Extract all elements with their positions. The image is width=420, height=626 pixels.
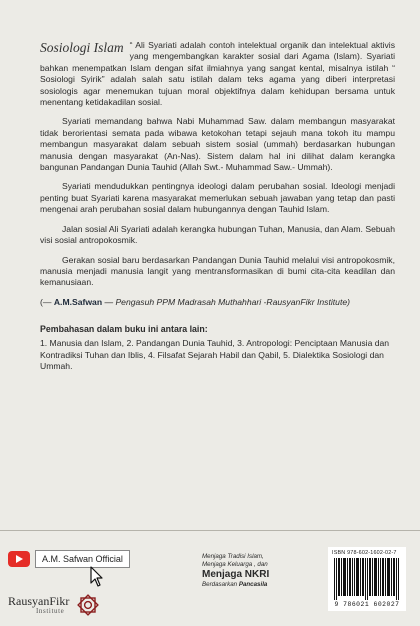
- publisher-emblem-icon: [75, 592, 101, 618]
- slogan-line-4: [202, 581, 310, 589]
- youtube-channel-badge[interactable]: [8, 548, 130, 570]
- publisher-subtitle: Institute: [36, 607, 65, 615]
- slogan-block: [202, 553, 310, 589]
- barcode-digits: 9 786021 602027: [334, 601, 400, 608]
- paragraph-1-text: “ Ali Syariati adalah contoh intelektual organik dan intelektual aktivis yang mengembangkan karakter sosial dari Agama (Islam). Syariati bahkan menempatkan Islam dengan sifat ilmiahnya yang sangat kental, misalnya istilah “ Sosiologi Syirik” adalah salah satu istilah dalam teks agama yang diberi interpretasi sosiologis agar menemukan tujuan moral objektifnya dalam kehidupan bersama untuk menentang ketidakadilan sosial.: [40, 40, 395, 108]
- isbn-barcode: [328, 547, 406, 611]
- attribution-prefix: (—: [40, 296, 54, 307]
- publisher-name: RausyanFikr: [8, 594, 70, 608]
- slogan-line-3: Menjaga NKRI: [202, 569, 270, 580]
- topics-heading: Pembahasan dalam buku ini antara lain:: [40, 324, 208, 335]
- mouse-pointer-icon: [90, 566, 104, 588]
- footer-divider: [0, 530, 420, 531]
- attribution-name: A.M.Safwan: [53, 296, 103, 307]
- blurb-paragraph-5: Gerakan sosial baru berdasarkan Pandangan Dunia Tauhid melalui visi antropokosmik, manusia menjadi manusia langit yang mentransformasikan di bumi cita-cita keadilan dan kemanusiaan.: [40, 254, 395, 288]
- youtube-play-icon: [8, 551, 30, 567]
- lead-title: Sosiologi Islam: [40, 40, 124, 55]
- topics-list: 1. Manusia dan Islam, 2. Pandangan Dunia Tauhid, 3. Antropologi: Penciptaan Manusia dan Kontradiksi Tuhan dan Iblis, 4. Filsafat Sejarah Habil dan Qabil, 5. Dialektika Sosiologi dan Ummah.: [40, 338, 390, 372]
- blurb-paragraph-4: Jalan sosial Ali Syariati adalah kerangka hubungan Tuhan, Manusia, dan Alam. Sebuah visi sosial antropokosmik.: [40, 223, 395, 246]
- attribution-role: — Pengasuh PPM Madrasah Muthahhari -RausyanFikr Institute): [102, 296, 350, 307]
- slogan-line-4-prefix: Berdasarkan: [202, 581, 239, 588]
- barcode-bars: [334, 558, 400, 600]
- attribution: [40, 297, 395, 308]
- blurb: [40, 40, 395, 373]
- blurb-paragraph-1: [40, 40, 395, 108]
- publisher-logo: [8, 592, 101, 618]
- slogan-line-2: Menjaga Keluarga , dan: [202, 561, 268, 568]
- blurb-paragraph-2: Syariati memandang bahwa Nabi Muhammad Saw. dalam membangun masyarakat tidak berorientasi semata pada wibawa ketokohan tetapi sejauh mana tokoh itu mampu membangun masyarakat dalam sebuah sistem sosial (ummah) berdasarkan hubungan manusia dengan masyarakat (An-Nas). Sistem dalam hal ini dilihat dalam kerangka bangunan Pandangan Dunia Tauhid (Allah Swt.- Muhammad Saw.- Ummah).: [40, 116, 395, 173]
- blurb-paragraph-3: Syariati mendudukkan pentingnya ideologi dalam perubahan sosial. Ideologi menjadi penting buat Syariati karena masyarakat memerlukan sebuah jawaban yang tetap dan pasti mengenai arah perubahan sosial dalam hubungannya dengan Tauhid Islam.: [40, 181, 395, 215]
- slogan-line-1: Menjaga Tradisi Islam,: [202, 553, 264, 560]
- youtube-channel-label[interactable]: A.M. Safwan Official: [35, 550, 130, 568]
- isbn-label: ISBN 978-602-1602-02-7: [332, 550, 397, 556]
- slogan-line-4-bold: Pancasila: [238, 581, 268, 588]
